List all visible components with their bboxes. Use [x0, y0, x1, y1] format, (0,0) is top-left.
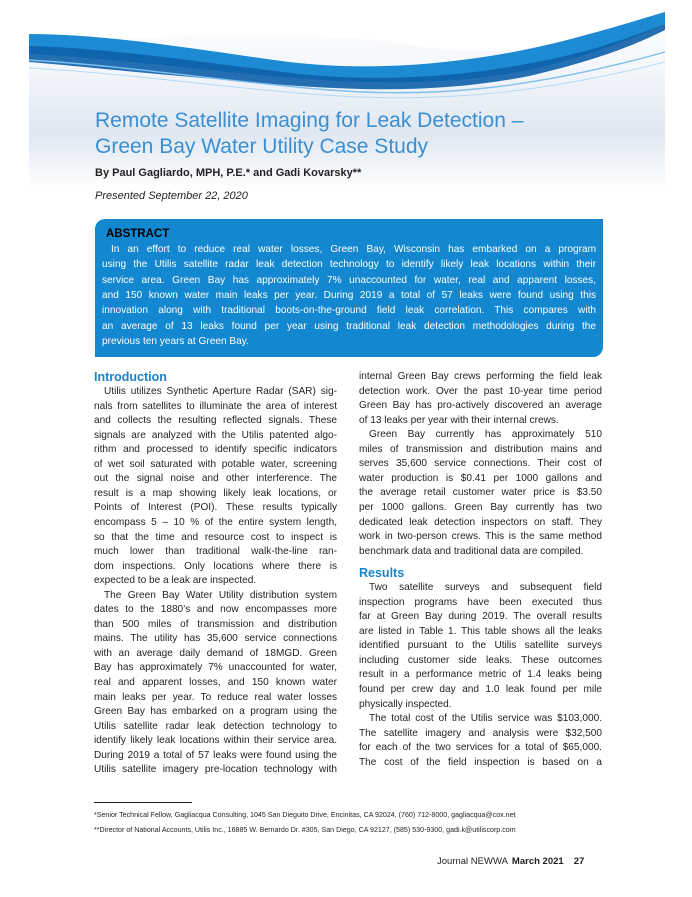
text-line: mains. The utility has 35,600 service connections	[94, 633, 337, 645]
text-line: of wet soil saturated with potable water, screening	[94, 458, 337, 470]
text-line: nals from satellites to illuminate the area of interest	[94, 400, 337, 412]
text-line: Two satellite surveys and subsequent field	[369, 582, 602, 594]
text-line: encompass 5 – 10 % of the entire system length,	[94, 516, 337, 528]
text-line: signals are analyzed with the Utilis patented algo-	[94, 429, 337, 441]
abstract-line: service area. Green Bay has approximately 7% unaccounted for water, real and apparent losses,	[102, 274, 596, 286]
text-line: than 500 miles of transmission and distribution	[94, 618, 337, 630]
text-line: Utilis utilizes Synthetic Aperture Radar (SAR) sig-	[104, 386, 337, 397]
abstract-line: using the Utilis satellite radar leak detection technology to identify likely leak locations within their	[102, 259, 596, 271]
wave-banner	[29, 0, 665, 110]
text-line: result is a map showing likely leak locations, or	[94, 487, 337, 499]
abstract-line: In an effort to reduce real water losses, Green Bay, Wisconsin has embarked on a program	[111, 244, 596, 255]
abstract-line: an average of 13 leaks found per year using traditional leak detection methodologies during the	[102, 320, 596, 332]
abstract-heading: ABSTRACT	[106, 228, 170, 240]
section-heading: Results	[359, 566, 405, 581]
text-line: rithm and processed to identify specific indicators	[94, 444, 337, 456]
text-line: main leaks per year. To reduce real water losses	[94, 691, 337, 703]
text-line: so that the time and resource cost to inspect is	[94, 531, 337, 543]
text-line: including customer side leaks. These outcomes	[359, 654, 602, 666]
text-line: Points of Interest (POI). These results typically	[94, 502, 337, 514]
text-line: serves 35,600 service connections. Their cost of	[359, 458, 602, 470]
text-line: Green Bay has embarked on a program using the	[94, 706, 337, 718]
section-heading: Introduction	[94, 370, 167, 384]
text-line: inspection programs have been executed thus	[359, 596, 602, 608]
text-line: water production is $0.41 per 1000 gallons and	[359, 472, 602, 484]
text-line: are listed in Table 1. This table shows all the leaks	[359, 625, 602, 637]
article-title-line: Remote Satellite Imaging for Leak Detection –	[95, 109, 524, 132]
text-line: result in a performance metric of 1.4 leaks being	[359, 669, 602, 681]
text-line: The total cost of the Utilis service was $103,000.	[369, 713, 602, 725]
text-line: identified pursuant to the Utilis satellite surveys	[359, 640, 602, 652]
text-line: Utilis satellite imagery pre-location technology with	[94, 764, 337, 776]
text-line: benchmark data and traditional data are compiled.	[359, 545, 584, 557]
page-number: 27	[573, 856, 585, 867]
text-line: dates to the 1880’s and now encompasses more	[94, 604, 337, 616]
issue-date: March 2021	[511, 856, 564, 867]
text-line: During 2019 a total of 57 leaks were found using the	[94, 749, 337, 761]
text-line: far at Green Bay during 2019. The overall results	[359, 611, 602, 623]
text-line: physically inspected.	[359, 698, 452, 710]
abstract-line: and 150 known water main leaks per year. During 2019 a total of 57 leaks were found using this	[102, 289, 596, 301]
text-line: found per crew day and 1.0 leak found per mile	[359, 684, 602, 695]
text-line: Bay has approximately 7% unaccounted for water,	[94, 662, 337, 674]
text-line: Green Bay has pro-actively discovered an average	[359, 400, 602, 412]
text-line: dom inspections. Only locations where there is	[94, 560, 337, 572]
footnote-rule	[94, 802, 192, 803]
text-line: Green Bay currently has approximately 510	[369, 429, 602, 441]
journal-name: Journal NEWWA	[437, 856, 508, 867]
text-line: per 1000 gallons. Green Bay currently has two	[359, 501, 602, 513]
abstract-line: previous ten years at Green Bay.	[102, 335, 249, 347]
article-title	[95, 108, 655, 160]
text-line: miles of transmission and distribution mains and	[359, 443, 602, 455]
text-line: of 13 leaks per year with their internal crews.	[359, 414, 559, 426]
footnote-2: **Director of National Accounts, Utilis Inc., 16885 W. Bernardo Dr. #305, San Diego, CA 92127, (585) 530-9300, gadi.k@utiliscorp.com	[94, 826, 516, 834]
text-line: out the signal noise and other interference. The	[94, 473, 337, 485]
text-line: The cost of the field inspection is based on a	[359, 756, 602, 768]
author-byline: By Paul Gagliardo, MPH, P.E.* and Gadi Kovarsky**	[95, 167, 362, 179]
page-footer	[437, 856, 584, 867]
text-line: Utilis satellite radar leak detection technology to	[94, 720, 337, 732]
abstract-box	[95, 219, 603, 357]
text-line: The satellite imagery and analysis were $32,500	[359, 727, 602, 739]
text-line: The Green Bay Water Utility distribution system	[104, 589, 337, 601]
article-title-line: Green Bay Water Utility Case Study	[95, 135, 429, 158]
text-line: work in two-person crews. This is the same method	[359, 531, 602, 543]
text-line: identify likely leak locations within their service area.	[94, 735, 337, 747]
text-line: real and apparent losses, and 150 known water	[94, 677, 337, 688]
text-line: with an average daily demand of 18MGD. Green	[94, 647, 337, 659]
presented-date: Presented September 22, 2020	[95, 190, 248, 202]
text-line: and collects the resulting reflected signals. These	[94, 415, 337, 427]
text-line: the average retail customer water price is $3.50	[359, 487, 602, 499]
text-line: expected to be a leak are inspected.	[94, 575, 257, 587]
text-line: much lower than traditional walk-the-line ran-	[94, 546, 337, 558]
footnote-1: *Senior Technical Fellow, Gagliacqua Consulting, 1045 San Dieguito Drive, Encinitas, CA 92024, (760) 712-8000, gagliacqua@cox.net	[94, 811, 516, 819]
text-line: for each of the two services for a total of $65,000.	[359, 742, 602, 754]
abstract-line: innovation along with traditional boots-on-the-ground field leak correlation. This compares with	[102, 305, 596, 317]
text-line: internal Green Bay crews performing the field leak	[359, 371, 602, 382]
text-line: detection work. Over the past 10-year time period	[359, 385, 602, 397]
text-line: dedicated leak detection inspectors on staff. They	[359, 516, 602, 528]
